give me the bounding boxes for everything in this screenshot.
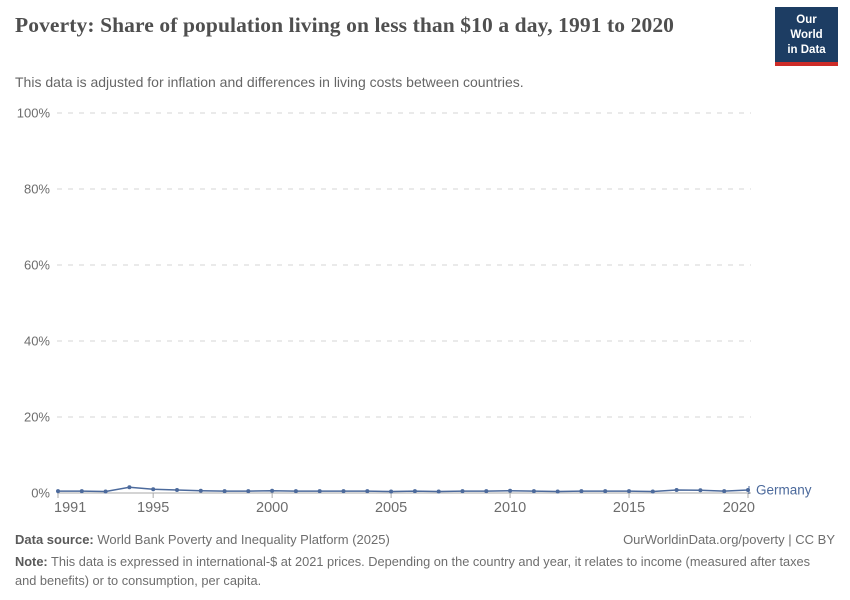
- data-line: [58, 487, 748, 491]
- y-tick-label: 40%: [23, 333, 50, 349]
- data-point: [722, 489, 726, 493]
- data-point: [532, 489, 536, 493]
- rights-notice: OurWorldinData.org/poverty | CC BY: [623, 532, 835, 547]
- data-source-label: Data source:: [15, 532, 94, 547]
- data-point: [199, 489, 203, 493]
- note-label: Note:: [15, 554, 48, 569]
- data-point: [246, 489, 250, 493]
- data-point: [223, 489, 227, 493]
- owid-logo-line1: Our World: [790, 14, 823, 41]
- y-tick-label: 100%: [16, 105, 50, 121]
- x-tick-label: 1995: [137, 500, 170, 516]
- line-chart-canvas: [0, 100, 850, 530]
- data-point: [461, 489, 465, 493]
- data-point: [556, 490, 560, 494]
- data-point: [579, 489, 583, 493]
- chart-note: [15, 552, 831, 590]
- data-point: [698, 488, 702, 492]
- data-point: [508, 489, 512, 493]
- chart-subtitle: This data is adjusted for inflation and differences in living costs between countries.: [15, 74, 524, 90]
- data-point: [413, 489, 417, 493]
- chart-footer: [15, 532, 835, 547]
- data-point: [365, 489, 369, 493]
- data-point: [151, 487, 155, 491]
- data-point: [342, 489, 346, 493]
- data-point: [56, 489, 60, 493]
- series-label: Germany: [756, 482, 812, 498]
- y-tick-label: 20%: [23, 409, 50, 425]
- data-point: [127, 485, 131, 489]
- data-point: [389, 490, 393, 494]
- data-point: [270, 489, 274, 493]
- data-point: [603, 489, 607, 493]
- data-source-value: World Bank Poverty and Inequality Platform (2025): [93, 532, 390, 547]
- data-point: [651, 490, 655, 494]
- x-tick-label: 1991: [54, 500, 87, 516]
- x-tick-label: 2020: [722, 500, 755, 516]
- chart-title: Poverty: Share of population living on less than $10 a day, 1991 to 2020: [15, 13, 675, 37]
- owid-logo: [775, 7, 838, 66]
- data-point: [80, 489, 84, 493]
- y-tick-label: 60%: [23, 257, 50, 273]
- x-tick-label: 2000: [256, 500, 289, 516]
- data-point: [675, 488, 679, 492]
- y-tick-label: 80%: [23, 181, 50, 197]
- owid-logo-line2: in Data: [787, 43, 826, 56]
- x-tick-label: 2010: [493, 500, 527, 516]
- note-value: This data is expressed in international-$ at 2021 prices. Depending on the country and year, it relates to income (measured after taxes and benefits) or to consumption, per capita.: [15, 554, 811, 589]
- data-point: [318, 489, 322, 493]
- data-source: [15, 532, 390, 547]
- data-point: [175, 488, 179, 492]
- data-point: [104, 490, 108, 494]
- data-point: [294, 489, 298, 493]
- data-point: [484, 489, 488, 493]
- data-point: [437, 490, 441, 494]
- x-tick-label: 2005: [374, 500, 408, 516]
- data-point: [627, 489, 631, 493]
- x-tick-label: 2015: [612, 500, 646, 516]
- y-tick-label: 0%: [31, 485, 50, 501]
